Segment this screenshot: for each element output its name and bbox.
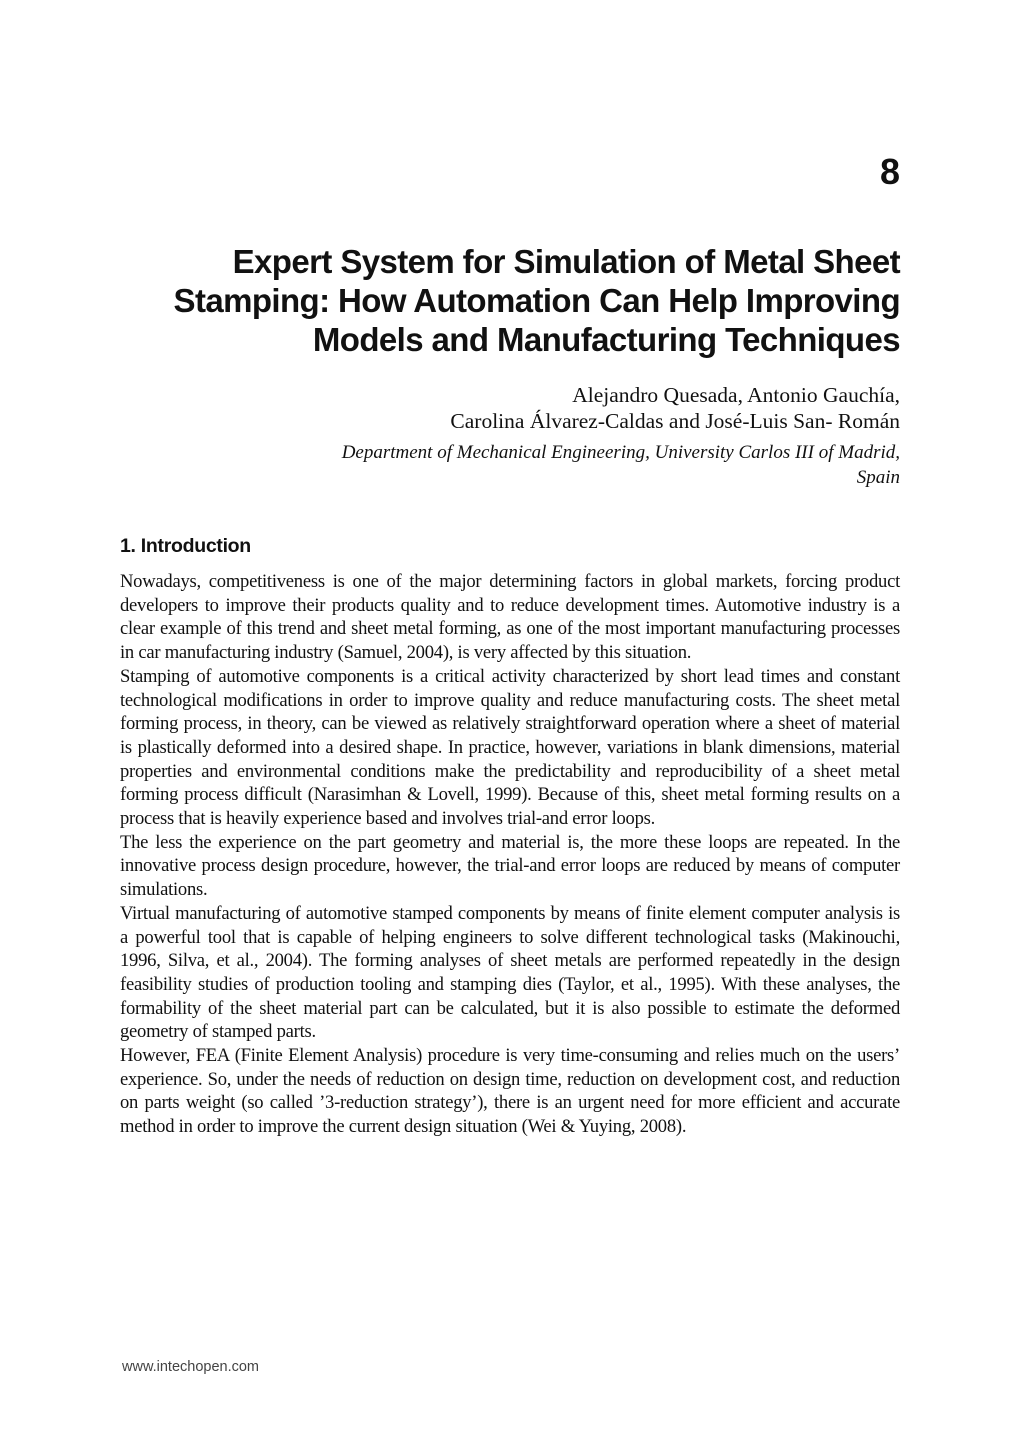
paragraph: Stamping of automotive components is a critical activity characterized by short lead times and constant technological modifications in order to improve quality and reduce manufacturing costs. The sheet metal forming process, in theory, can be viewed as relatively straightforward operation where a sheet of material is plastically deformed into a desired shape. In practice, however, variations in blank dimensions, material properties and environmental conditions make the predictability and reproducibility of a sheet metal forming process difficult (Narasimhan & Lovell, 1999). Because of this, sheet metal forming results on a process that is heavily experience based and involves trial-and error loops. [120,665,900,830]
paragraph: The less the experience on the part geometry and material is, the more these loops are repeated. In the innovative process design procedure, however, the trial-and error loops are reduced by means of computer simulations. [120,831,900,901]
section-heading: 1. Introduction [120,535,251,557]
author-line: Alejandro Quesada, Antonio Gauchía, [572,383,900,407]
paragraph: Virtual manufacturing of automotive stamped components by means of finite element computer analysis is a powerful tool that is capable of helping engineers to solve different technological tasks (Makinouchi, 1996, Silva, et al., 2004). The forming analyses of sheet metals are performed repeatedly in the design feasibility studies of production tooling and stamping dies (Taylor, et al., 1995). With these analyses, the formability of the sheet material part can be calculated, but it is also possible to estimate the deformed geometry of stamped parts. [120,902,900,1043]
chapter-title-line: Stamping: How Automation Can Help Improving [173,282,900,319]
paragraph: Nowadays, competitiveness is one of the major determining factors in global markets, forcing product developers to improve their products quality and to reduce development times. Automotive industry is a clear example of this trend and sheet metal forming, as one of the most important manufacturing processes in car manufacturing industry (Samuel, 2004), is very affected by this situation. [120,571,900,664]
author-line: Carolina Álvarez-Caldas and José-Luis San- Román [450,409,900,433]
affiliation [200,440,900,490]
chapter-number: 8 [879,151,900,192]
section-body [120,570,900,1139]
footer-url: www.intechopen.com [122,1359,260,1375]
paragraph: However, FEA (Finite Element Analysis) procedure is very time-consuming and relies much on the users’ experience. So, under the needs of reduction on design time, reduction on development cost, and reduction on parts weight (so called ’3-reduction strategy’), there is an urgent need for more efficient and accurate method in order to improve the current design situation (Wei & Yuying, 2008). [120,1045,900,1138]
chapter-title [120,242,900,359]
chapter-title-line: Expert System for Simulation of Metal Sheet [232,243,900,280]
affiliation-line: Department of Mechanical Engineering, University Carlos III of Madrid, [341,442,900,463]
author-list [200,382,900,434]
chapter-title-line: Models and Manufacturing Techniques [312,321,900,358]
affiliation-line: Spain [856,467,900,488]
